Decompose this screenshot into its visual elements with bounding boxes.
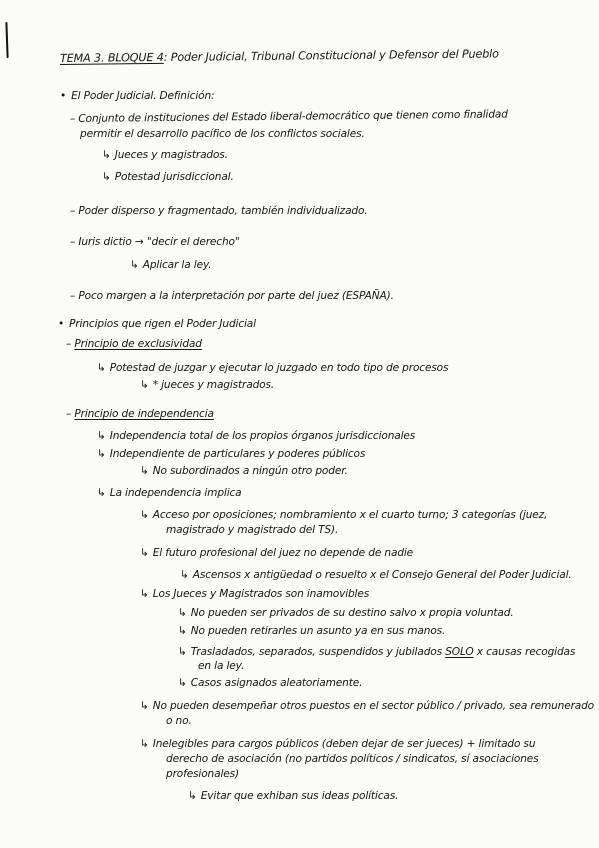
page-title	[60, 47, 499, 65]
no-puestos-line-2: o no.	[166, 715, 192, 727]
inamovibles	[140, 588, 369, 601]
no-puestos-line-1	[140, 700, 594, 713]
independencia-point-3	[97, 487, 242, 500]
arrow-icon: ↳	[140, 379, 149, 391]
ascensos	[180, 569, 572, 582]
inamovibles-2-text: No pueden retirarles un asunto ya en sus manos.	[190, 625, 446, 637]
arrow-icon: ↳	[140, 465, 149, 477]
inelegibles-line-2: derecho de asociación (no partidos políticos / sindicatos, sí asociaciones	[166, 753, 539, 765]
inamovibles-text: Los Jueces y Magistrados son inamovibles	[152, 588, 370, 600]
definition-sub-1-text: Jueces y magistrados.	[114, 149, 228, 161]
inelegibles-line-1	[140, 738, 535, 751]
page-title-text: : Poder Judicial, Tribunal Constitucional y Defensor del Pueblo	[163, 47, 499, 64]
bullet-icon: •	[60, 90, 67, 102]
inamovibles-2	[178, 625, 445, 638]
arrow-icon: ↳	[140, 509, 149, 521]
futuro-profesional-text: El futuro profesional del juez no depende de nadie	[152, 547, 414, 559]
point-poder-disperso-text: Poder disperso y fragmentado, también individualizado.	[78, 205, 368, 217]
point-poco-margen-text: Poco margen a la interpretación por parte del juez (ESPAÑA).	[78, 290, 394, 302]
definition-sub-2	[102, 171, 234, 184]
arrow-icon: ↳	[188, 790, 197, 802]
exclusividad-sub-text: * jueces y magistrados.	[152, 379, 275, 391]
inamovibles-1	[178, 607, 514, 620]
dash-icon: –	[70, 290, 76, 302]
arrow-icon: ↳	[178, 677, 187, 689]
independencia-point-3-text: La independencia implica	[109, 487, 242, 499]
point-poder-disperso	[70, 205, 368, 218]
exclusividad-point-1	[97, 362, 448, 375]
definition-sub-2-text: Potestad jurisdiccional.	[114, 171, 234, 183]
subheading-exclusividad-text: Principio de exclusividad	[74, 338, 202, 350]
solo-emphasis: SOLO	[445, 646, 474, 658]
independencia-point-2-sub-text: No subordinados a ningún otro poder.	[152, 465, 348, 477]
section-heading-principios	[58, 318, 256, 331]
arrow-icon: ↳	[102, 149, 111, 161]
point-aplicar-ley	[130, 259, 211, 272]
inamovibles-3-line-1	[178, 646, 575, 659]
arrow-icon: ↳	[97, 448, 106, 460]
dash-icon: –	[69, 112, 76, 125]
inelegibles-line-3: profesionales)	[166, 768, 239, 780]
definition-text-1: Conjunto de instituciones del Estado liberal-democrático que tienen como finalidad	[78, 108, 508, 125]
acceso-line-1	[140, 509, 547, 522]
arrow-icon: ↳	[102, 171, 111, 183]
exclusividad-sub	[140, 379, 274, 392]
exclusividad-point-1-text: Potestad de juzgar y ejecutar lo juzgado en todo tipo de procesos	[109, 362, 449, 374]
independencia-point-2	[97, 448, 365, 461]
evitar-ideas	[188, 790, 398, 803]
independencia-point-2-text: Independiente de particulares y poderes públicos	[109, 448, 366, 460]
section-heading-definicion	[60, 90, 214, 103]
point-poco-margen	[70, 290, 394, 303]
definition-sub-1	[102, 149, 228, 162]
subheading-exclusividad	[66, 338, 202, 351]
dash-icon: –	[70, 236, 76, 248]
section-heading-text: El Poder Judicial. Definición:	[71, 90, 215, 102]
arrow-icon: ↳	[178, 625, 187, 637]
point-aplicar-ley-text: Aplicar la ley.	[142, 259, 212, 271]
inamovibles-4	[178, 677, 362, 690]
dash-icon: –	[66, 408, 72, 420]
arrow-icon: ↳	[140, 588, 149, 600]
futuro-profesional	[140, 547, 413, 560]
independencia-point-2-sub	[140, 465, 348, 478]
page-title-prefix: TEMA 3. BLOQUE 4	[59, 50, 164, 65]
no-puestos-text: No pueden desempeñar otros puestos en el sector público / privado, sea remunerado	[152, 700, 594, 712]
independencia-point-1	[97, 430, 415, 443]
point-iuris-dictio-text: Iuris dictio → "decir el derecho"	[78, 236, 240, 248]
section-heading-principios-text: Principios que rigen el Poder Judicial	[69, 318, 256, 330]
margin-pen-mark	[5, 22, 8, 58]
arrow-icon: ↳	[140, 700, 149, 712]
arrow-icon: ↳	[178, 646, 187, 658]
inamovibles-3-text-b: x causas recogidas	[476, 646, 576, 658]
inelegibles-text: Inelegibles para cargos públicos (deben dejar de ser jueces) + limitado su	[152, 738, 536, 750]
arrow-icon: ↳	[178, 607, 187, 619]
inamovibles-1-text: No pueden ser privados de su destino salvo x propia voluntad.	[190, 607, 514, 619]
arrow-icon: ↳	[140, 738, 149, 750]
definition-line-2: permitir el desarrollo pacífico de los conflictos sociales.	[80, 128, 365, 140]
point-iuris-dictio	[70, 236, 240, 249]
evitar-ideas-text: Evitar que exhiban sus ideas políticas.	[200, 790, 399, 802]
arrow-icon: ↳	[180, 569, 189, 581]
ascensos-text: Ascensos x antigüedad o resuelto x el Consejo General del Poder Judicial.	[192, 569, 572, 581]
bullet-icon: •	[58, 318, 65, 330]
inamovibles-3-text: Trasladados, separados, suspendidos y jubilados	[190, 646, 442, 658]
definition-line-1	[70, 108, 508, 126]
dash-icon: –	[70, 205, 76, 217]
subheading-independencia	[66, 408, 214, 421]
subheading-independencia-text: Principio de independencia	[74, 408, 214, 420]
independencia-point-1-text: Independencia total de los propios órganos jurisdiccionales	[109, 430, 416, 442]
arrow-icon: ↳	[140, 547, 149, 559]
acceso-line-1-text: Acceso por oposiciones; nombramiento x el cuarto turno; 3 categorías (juez,	[152, 509, 548, 521]
dash-icon: –	[66, 338, 72, 350]
inamovibles-3-line-2: en la ley.	[198, 660, 245, 672]
acceso-line-2: magistrado y magistrado del TS).	[166, 524, 339, 536]
arrow-icon: ↳	[97, 362, 106, 374]
inamovibles-4-text: Casos asignados aleatoriamente.	[190, 677, 363, 689]
arrow-icon: ↳	[130, 259, 139, 271]
arrow-icon: ↳	[97, 430, 106, 442]
arrow-icon: ↳	[97, 487, 106, 499]
